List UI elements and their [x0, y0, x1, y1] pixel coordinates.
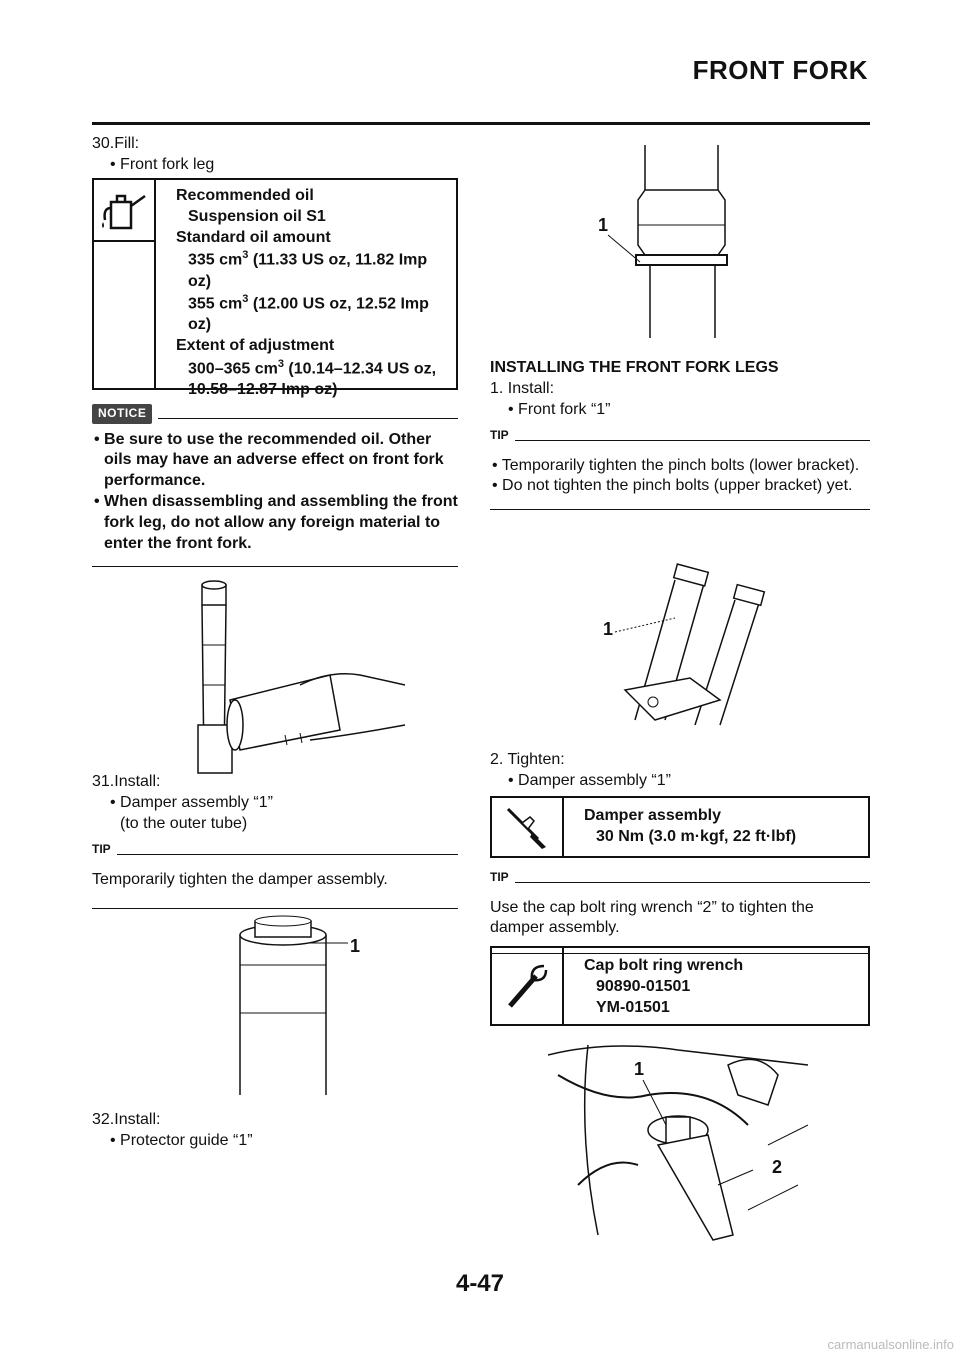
- tool-number-2: YM-01501: [596, 998, 670, 1016]
- notice-item: • Be sure to use the recommended oil. Other oils may have an adverse effect on front fork performance.: [94, 430, 444, 490]
- front-forks-figure: [595, 560, 775, 738]
- standard-amount-label: Standard oil amount: [176, 228, 331, 246]
- tip-3-text: Use the cap bolt ring wrench “2” to tighten the damper assembly.: [490, 898, 814, 937]
- tool-label: Cap bolt ring wrench: [584, 957, 744, 974]
- standard-amount-value-2: 355 $cm^3$ (12.00 US oz, 12.52 Imp oz): [188, 293, 429, 334]
- notice-block: [92, 404, 458, 567]
- header-rule: [92, 122, 870, 125]
- tip-label: TIP: [490, 870, 509, 884]
- tip-3: [490, 870, 870, 954]
- tip-2: [490, 428, 870, 510]
- step-31: [92, 772, 458, 834]
- page-number: 4-47: [455, 1270, 505, 1297]
- step-1-title: 1. Install:: [490, 379, 555, 397]
- tip-label: TIP: [490, 428, 509, 442]
- tool-spec-box: [490, 946, 870, 1026]
- tip-1-text: Temporarily tighten the damper assembly.: [92, 870, 388, 888]
- oil-can-icon: [94, 180, 154, 242]
- step-1-item: • Front fork “1”: [508, 400, 611, 418]
- step-2-item: • Damper assembly “1”: [508, 771, 671, 789]
- wrench-callout-2: 2: [772, 1157, 783, 1177]
- step-31-title: 31.Install:: [92, 773, 161, 790]
- wrench-callout-1: 1: [634, 1059, 645, 1079]
- tip-label: TIP: [92, 842, 111, 856]
- torque-spec-box: [490, 796, 870, 858]
- cap-bolt-wrench-figure: [548, 1035, 818, 1245]
- recommended-oil-label: Recommended oil: [176, 187, 314, 204]
- damper-callout-1: 1: [350, 936, 361, 956]
- torque-wrench-icon: [492, 798, 564, 856]
- step-31-item: • Damper assembly “1”: [110, 793, 273, 811]
- step-2: [490, 750, 870, 792]
- adjustment-range-value: 300–365 $cm^3$ (10.14–12.34 US oz, 10.58–12.87 Imp oz): [188, 358, 437, 399]
- page-title: FRONT FORK: [692, 55, 868, 85]
- install-section: [490, 358, 870, 420]
- forks-callout-1: 1: [603, 619, 614, 639]
- tip-2-item: • Do not tighten the pinch bolts (upper bracket) yet.: [492, 477, 853, 495]
- step-32-item: • Protector guide “1”: [110, 1131, 253, 1149]
- notice-item: • When disassembling and assembling the front fork leg, do not allow any foreign material to enter the front fork.: [94, 492, 458, 552]
- ring-wrench-icon: [492, 948, 564, 1024]
- oil-spec-box: [92, 178, 458, 399]
- step-31-sub: (to the outer tube): [120, 814, 248, 832]
- left-column: [92, 134, 458, 176]
- step-32-title: 32.Install:: [92, 1111, 161, 1128]
- torque-label: Damper assembly: [584, 807, 721, 824]
- standard-amount-value-1: 335 $cm^3$ (11.33 US oz, 11.82 Imp oz): [188, 249, 428, 290]
- tool-number-1: 90890-01501: [596, 977, 691, 995]
- step-30-title: 30.Fill:: [92, 135, 140, 152]
- section-title: INSTALLING THE FRONT FORK LEGS: [490, 359, 779, 376]
- adjustment-range-label: Extent of adjustment: [176, 337, 335, 355]
- tip-2-item: • Temporarily tighten the pinch bolts (lower bracket).: [492, 456, 860, 474]
- tip-1: [92, 842, 458, 909]
- recommended-oil-value: Suspension oil S1: [188, 207, 326, 225]
- oil-spec-text: [156, 180, 456, 399]
- step-2-title: 2. Tighten:: [490, 751, 565, 768]
- watermark: carmanualsonline.info: [827, 1337, 954, 1353]
- step-32: [92, 1110, 458, 1152]
- guide-callout-1: 1: [598, 215, 609, 235]
- oil-filling-figure: [190, 575, 410, 775]
- step-30-item: • Front fork leg: [110, 155, 215, 173]
- notice-badge: NOTICE: [92, 404, 152, 424]
- protector-guide-figure: [590, 140, 790, 340]
- torque-value: 30 Nm (3.0 m·kgf, 22 ft·lbf): [596, 827, 797, 845]
